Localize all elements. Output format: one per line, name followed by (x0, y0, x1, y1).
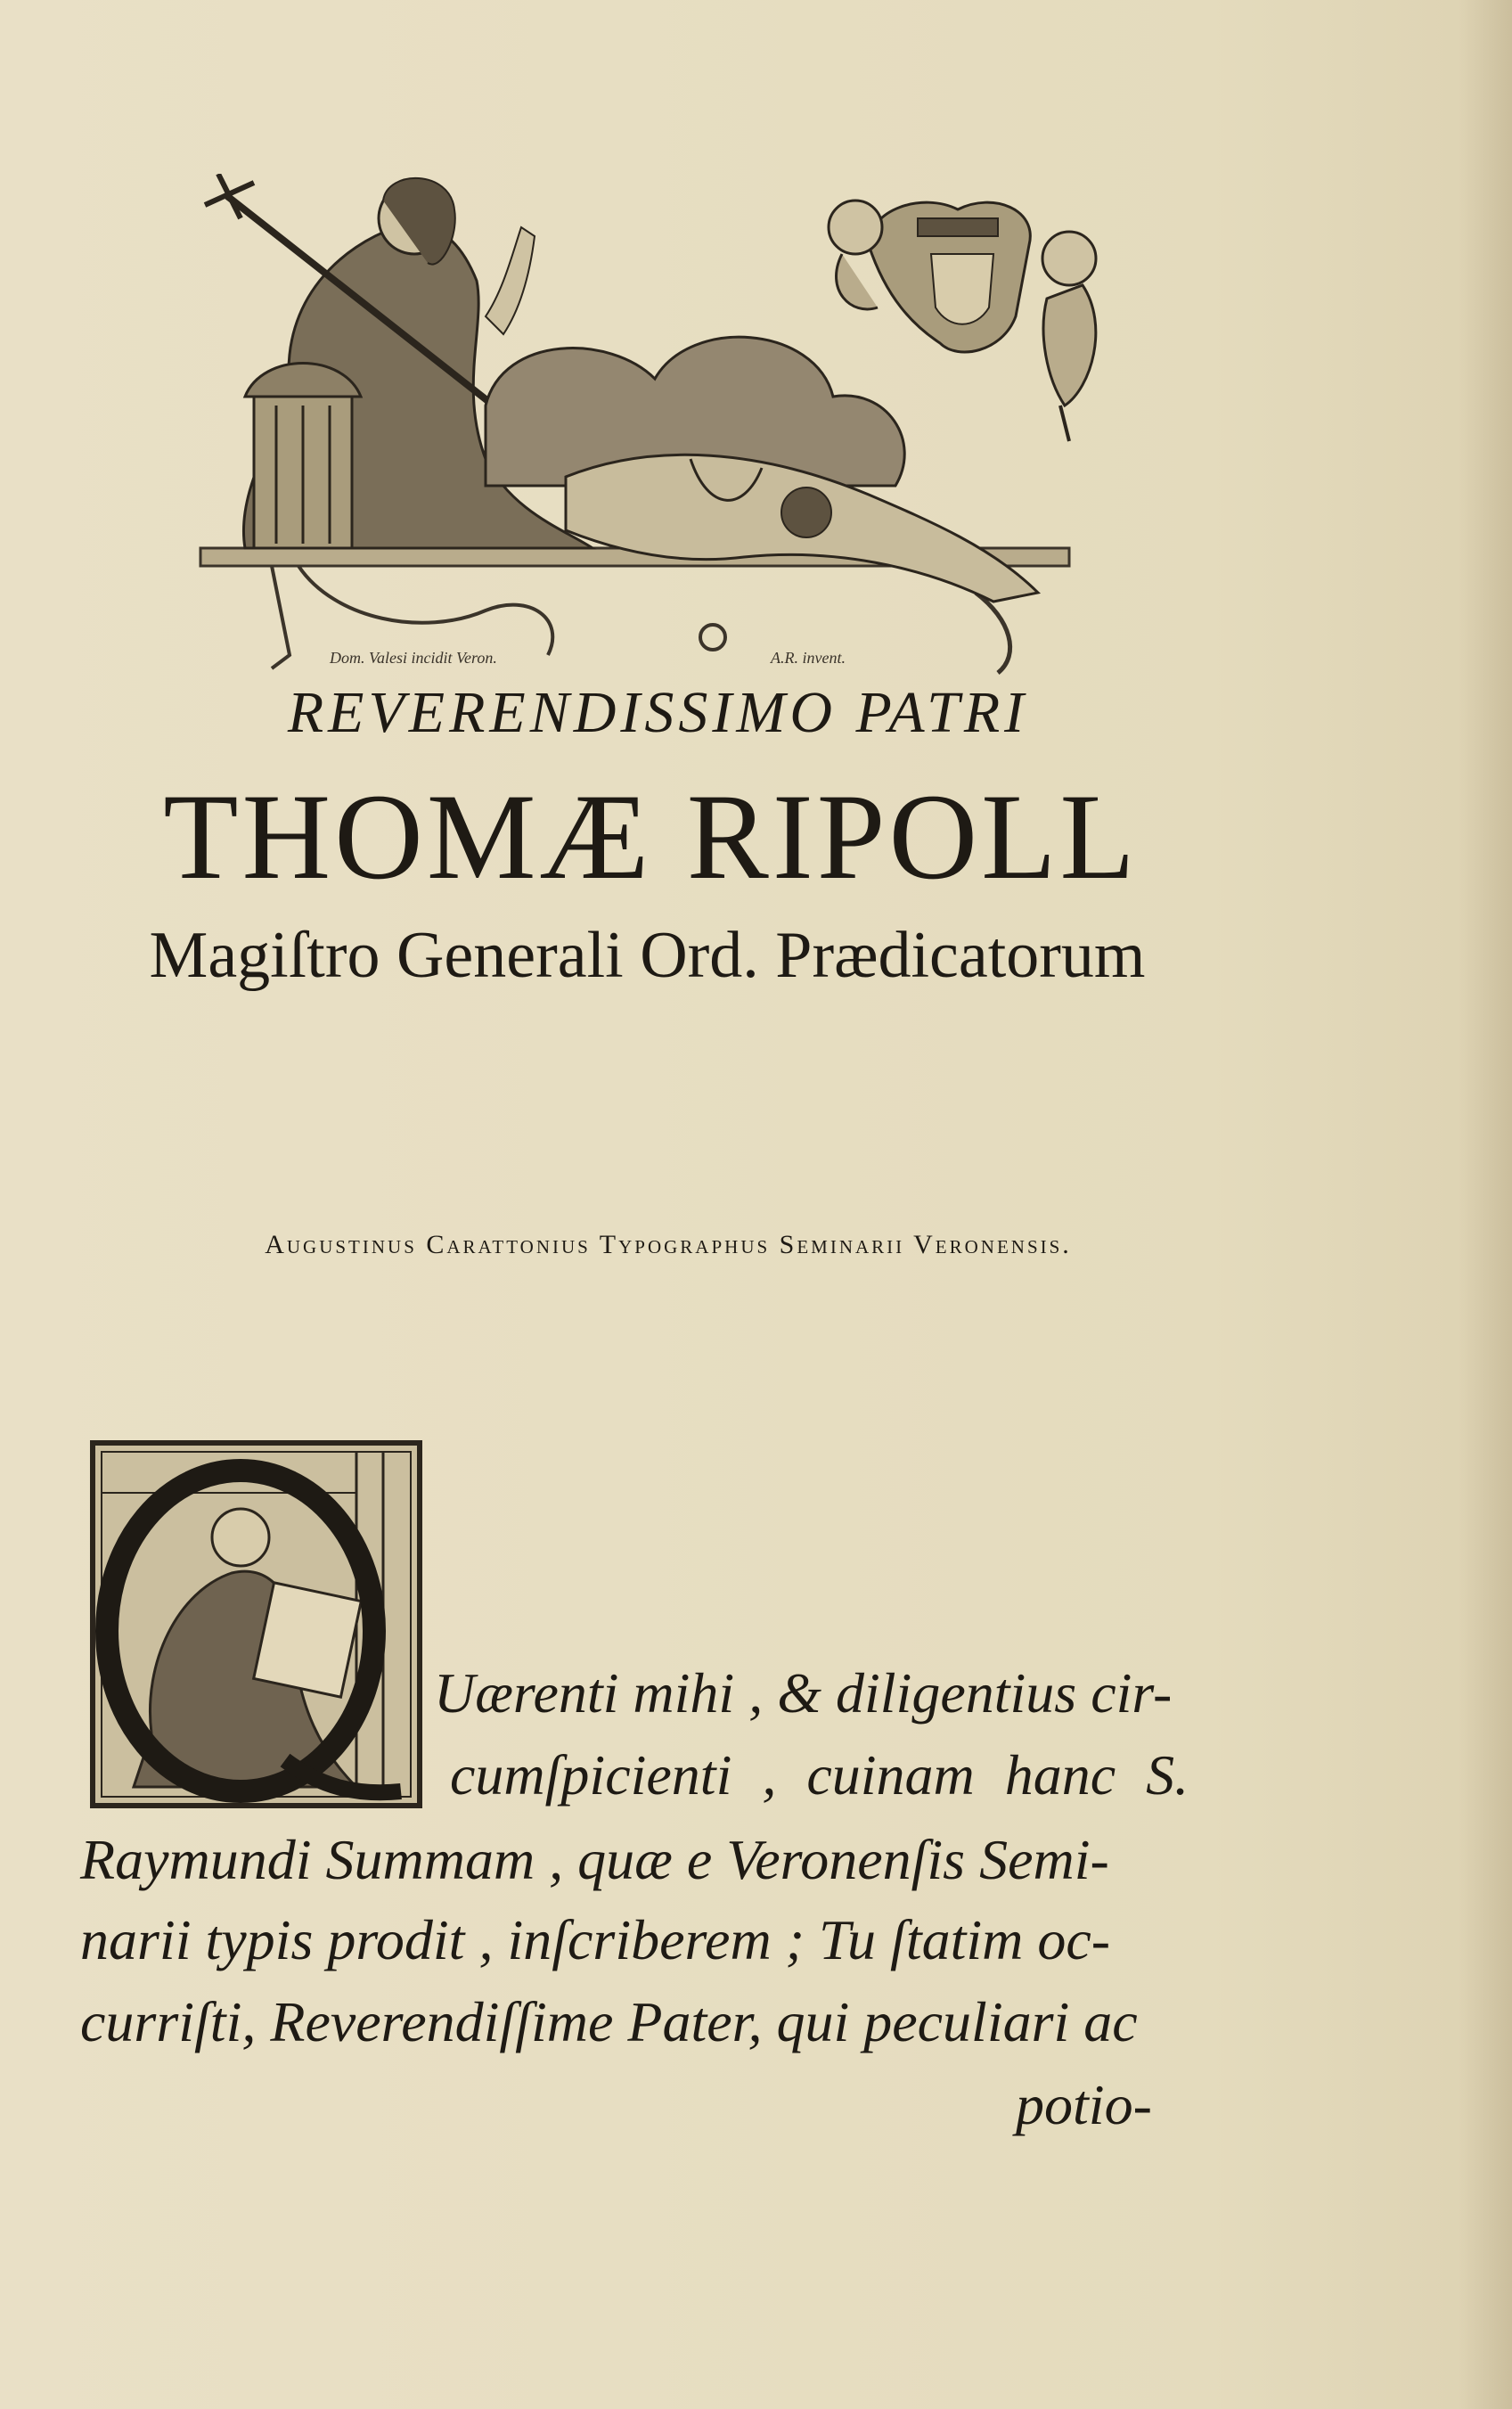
engraved-headpiece (192, 174, 1181, 686)
text-line: Raymundi Summam , quæ e Veronenſis Semi- (80, 1828, 1109, 1891)
initial-engraving (89, 1439, 423, 1809)
catchword: potio- (1016, 2073, 1152, 2136)
text-line: curriſti, Reverendiſſime Pater, qui peculiari ac (80, 1990, 1138, 2053)
designer-signature: A.R. invent. (771, 649, 846, 667)
dedicatee-name: THOMÆ RIPOLL (163, 768, 1139, 905)
dedication-salutation: REVERENDISSIMO PATRI (287, 680, 1029, 745)
engraver-signature: Dom. Valesi incidit Veron. (330, 649, 497, 667)
printer-line: Augustinus Carattonius Typographus Seminarii Veronensis. (265, 1230, 1072, 1259)
text-line: narii typis prodit , inſcriberem ; Tu ſtatim oc- (80, 1908, 1111, 1971)
decorated-initial (89, 1439, 423, 1809)
text-line: Uærenti mihi , & diligentius cir- (434, 1661, 1173, 1725)
text-line: cumſpicienti , cuinam hanc S. (450, 1743, 1189, 1807)
dedicatee-title: Magiſtro Generali Ord. Prædicatorum (149, 919, 1146, 992)
